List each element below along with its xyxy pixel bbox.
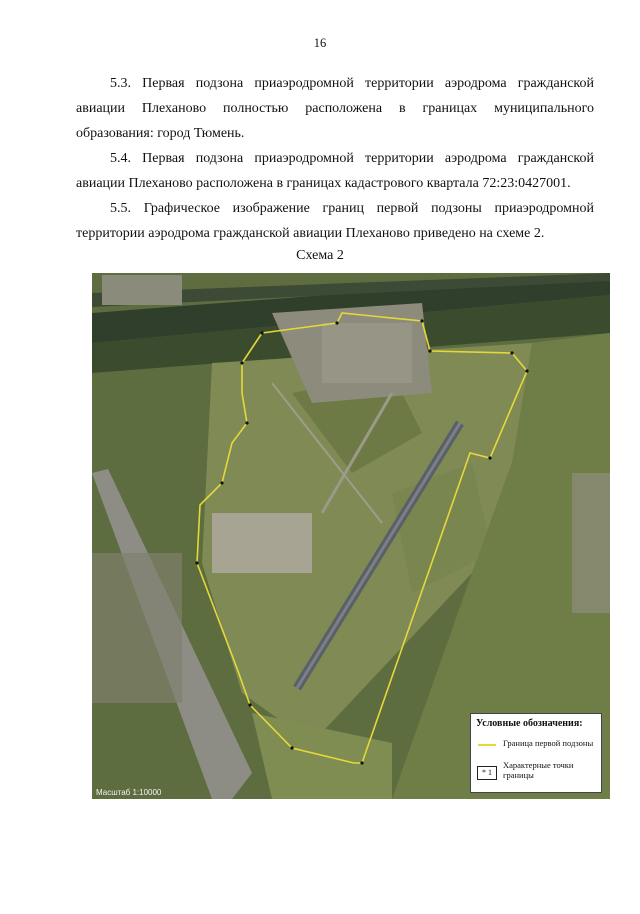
paragraph-5-5: 5.5. Графическое изображение границ первой подзоны приаэродромной территории аэродрома гражданской авиации Плеханово приведено на схеме 2.	[76, 201, 594, 241]
paragraph-5-4: 5.4. Первая подзона приаэродромной территории аэродрома гражданской авиации Плеханово расположена в границах кадастрового квартала 72:23:0427001.	[76, 151, 594, 191]
page-number: 16	[313, 36, 327, 50]
map-legend	[470, 713, 602, 793]
legend-point-symbol: * 1	[477, 766, 497, 780]
map-scale-label: Масштаб 1:10000	[96, 788, 162, 797]
scheme-caption: Схема 2	[296, 248, 344, 263]
legend-point-label: Характерные точки границы	[503, 760, 574, 780]
legend-boundary-label: Граница первой подзоны	[503, 738, 594, 748]
legend-boundary-line-swatch	[478, 744, 496, 746]
legend-title: Условные обозначения:	[476, 718, 583, 729]
paragraph-5-3: 5.3. Первая подзона приаэродромной территории аэродрома гражданской авиации Плеханово полностью расположена в границах муниципального образования: город Тюмень.	[76, 76, 594, 141]
